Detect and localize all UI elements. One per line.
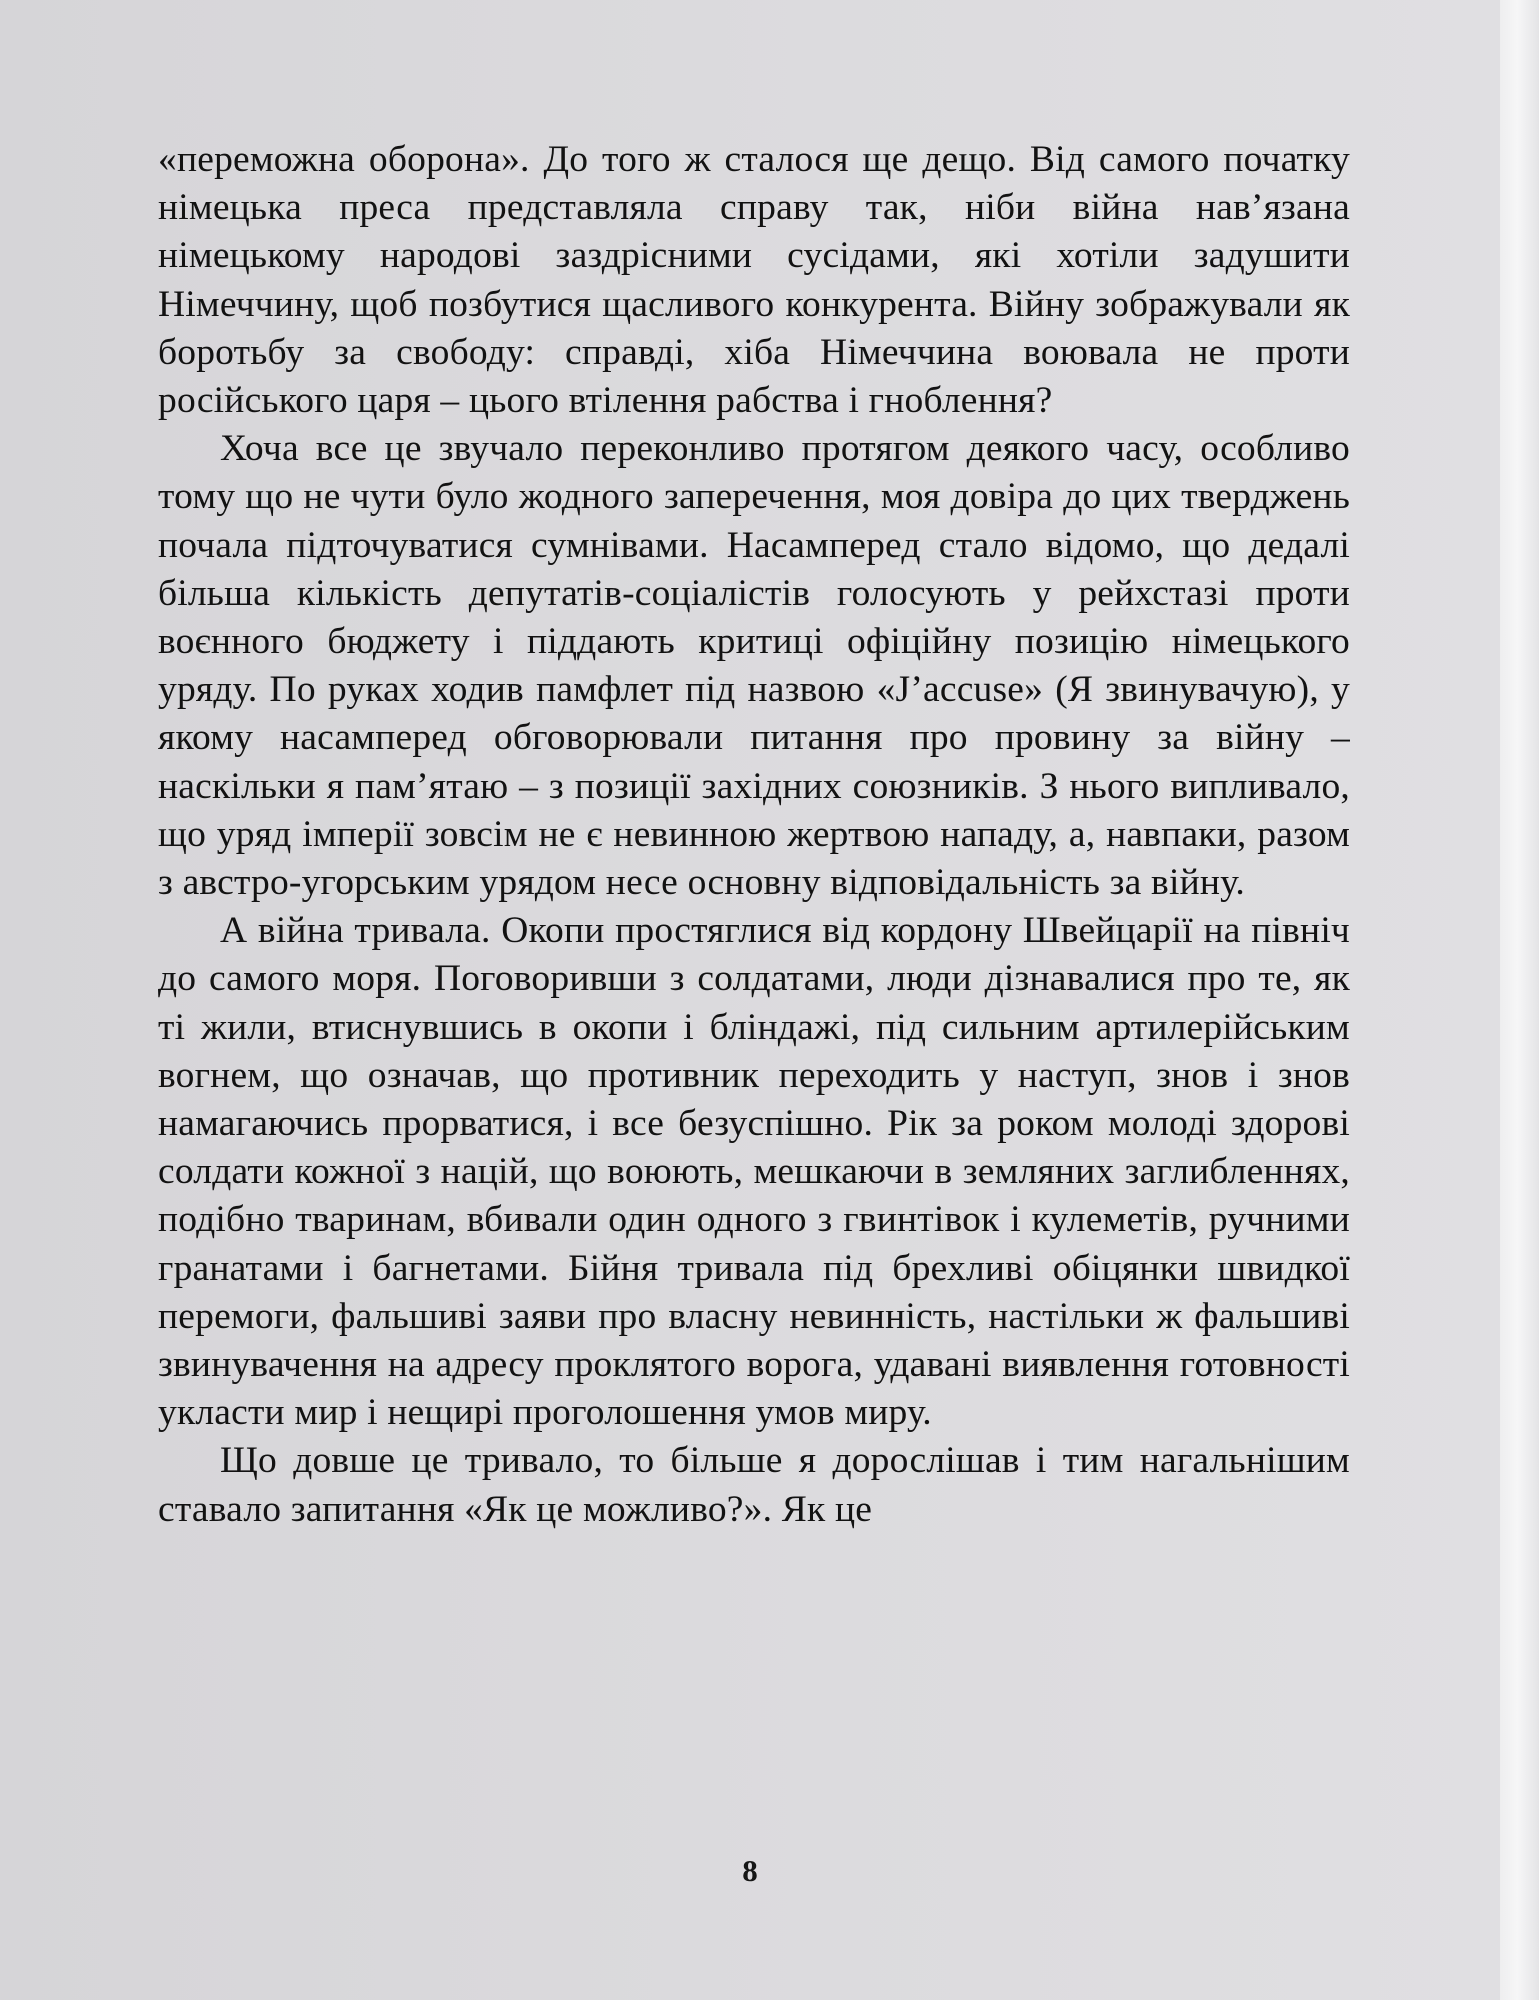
page-number: 8 [742, 1853, 758, 1888]
next-page-edge [1500, 0, 1539, 2000]
paragraph-3: А війна тривала. Окопи простяглися від кордону Швейцарії на північ до самого моря. Поговоривши з солдатами, люди дізнавалися про те, як ті жили, втиснувшись в окопи і бліндажі, під сильним артилерійським вогнем, що означав, що противник переходить у наступ, знов і знов намагаючись прорватися, і все безуспішно. Рік за роком молоді здорові солдати кожної з націй, що воюють, мешкаючи в земляних заглибленнях, подібно тваринам, вбивали один одного з гвинтівок і кулеметів, ручними гранатами і багнетами. Бійня тривала під брехливі обіцянки швидкої перемоги, фальшиві заяви про власну невинність, настільки ж фальшиві звинувачення на адресу проклятого ворога, удавані виявлення готовності укласти мир і нещирі проголошення умов миру. [158, 910, 1350, 1434]
body-text [158, 136, 1350, 1534]
paragraph-2: Хоча все це звучало переконливо протягом деякого часу, особливо тому що не чути було жодного заперечення, моя довіра до цих тверджень почала підточуватися сумнівами. Насамперед стало відомо, що дедалі більша кількість депутатів-соціалістів голосують у рейхстазі проти воєнного бюджету і піддають критиці офіційну позицію німецького уряду. По руках ходив памфлет під назвою «J’accuse» (Я звинувачую), у якому насамперед обговорювали питання про провину за війну – наскільки я пам’ятаю – з позиції західних союзників. З нього випливало, що уряд імперії зовсім не є невинною жертвою нападу, а, навпаки, разом з австро-угорським урядом несе основну відповідальність за війну. [158, 428, 1350, 904]
paragraph-1: «переможна оборона». До того ж сталося ще дещо. Від самого початку німецька преса представляла справу так, ніби війна нав’язана німецькому народові заздрісними сусідами, які хотіли задушити Німеччину, щоб позбутися щасливого конкурента. Війну зображували як боротьбу за свободу: справді, хіба Німеччина воювала не проти російського царя – цього втілення рабства і гноблення? [158, 139, 1350, 422]
paragraph-4: Що довше це тривало, то більше я дорослішав і тим нагальнішим ставало запитання «Як це можливо?». Як це [158, 1440, 1350, 1530]
